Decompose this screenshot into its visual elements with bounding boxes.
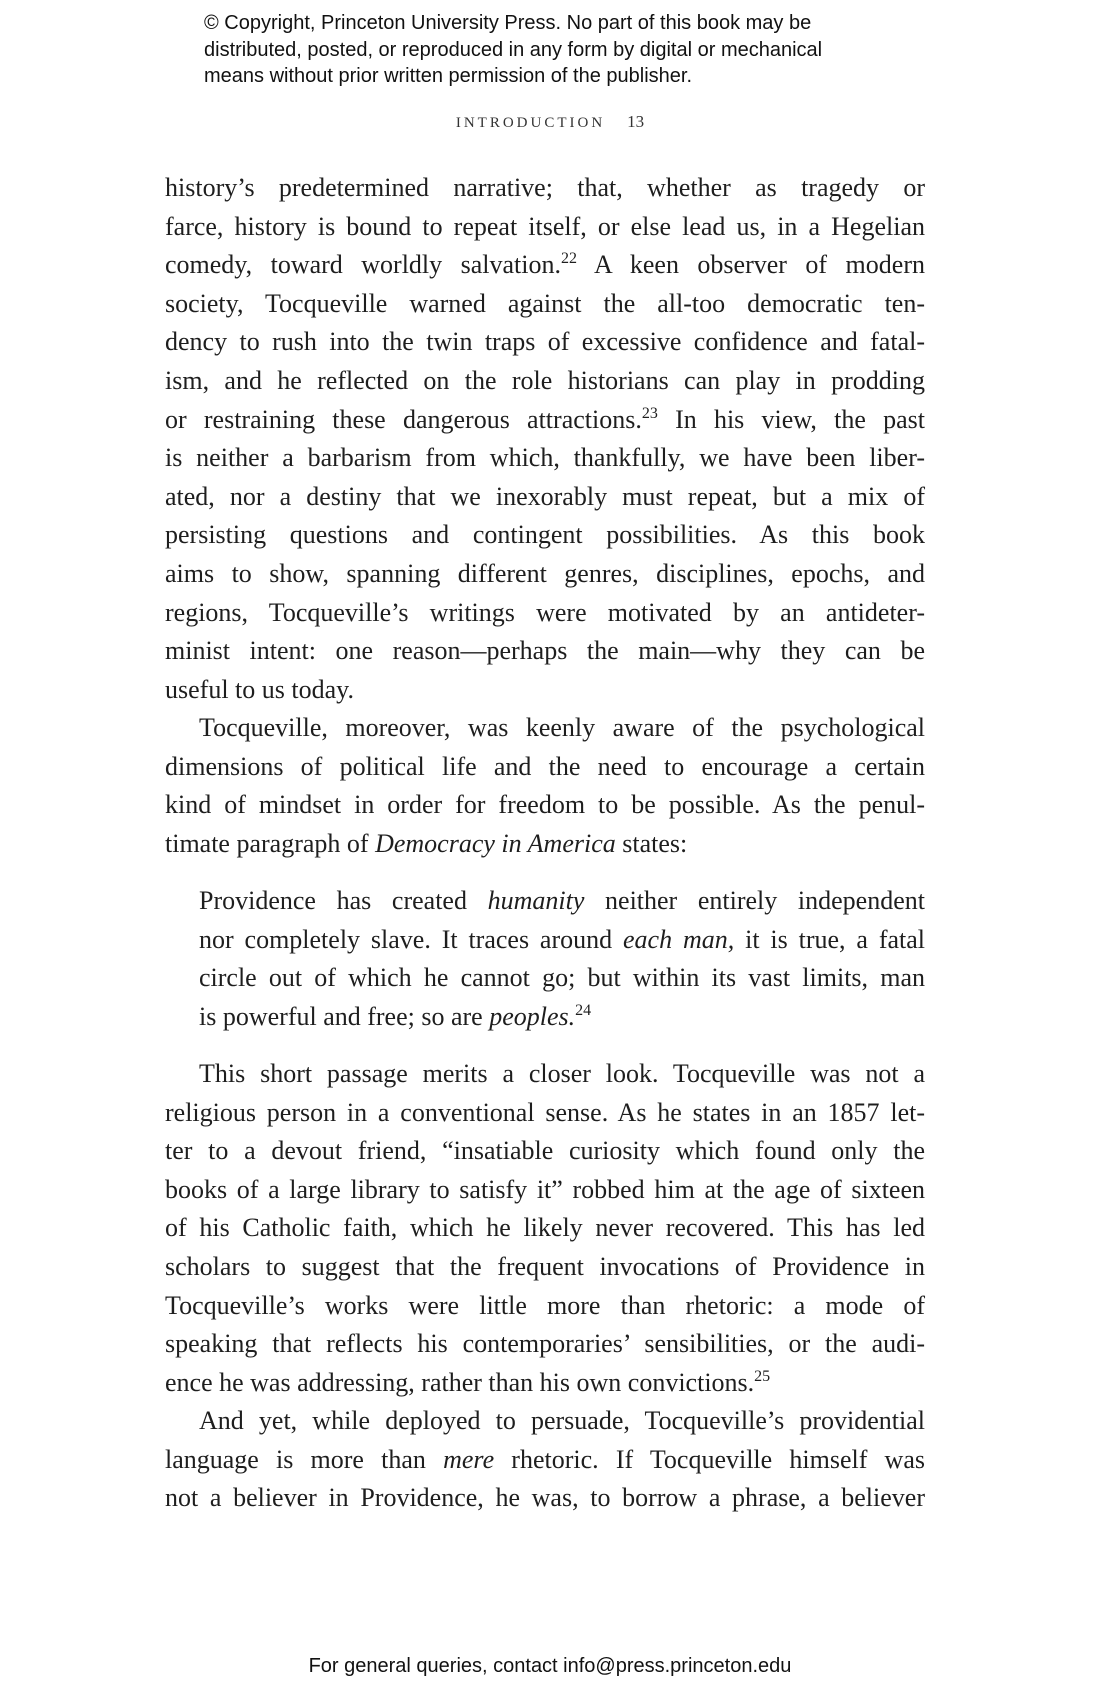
text-run: states: bbox=[615, 828, 688, 858]
text-line bbox=[199, 921, 925, 960]
footer-contact: For general queries, contact info@press.princeton.edu bbox=[308, 1655, 792, 1677]
italic-text: mere bbox=[443, 1444, 495, 1474]
text-line bbox=[165, 1364, 925, 1403]
text-run: is powerful and free; so are bbox=[199, 1001, 490, 1031]
copyright-line: © Copyright, Princeton University Press. No part of this book may be bbox=[204, 12, 812, 34]
text-run: This short passage merits a closer look. Tocqueville was not a bbox=[199, 1059, 925, 1088]
text-run: neither entirely independent bbox=[584, 886, 925, 915]
text-run: regions, Tocqueville’s writings were motivated by an antideter- bbox=[165, 597, 925, 627]
text-line bbox=[165, 401, 925, 440]
text-run: ence he was addressing, rather than his own convictions. bbox=[165, 1367, 755, 1397]
text-line bbox=[165, 1171, 925, 1210]
text-line bbox=[165, 1209, 925, 1248]
text-run: useful to us today. bbox=[165, 674, 354, 704]
text-line bbox=[165, 1287, 925, 1326]
text-run: or restraining these dangerous attractions. bbox=[165, 404, 642, 434]
text-run: ter to a devout friend, “insatiable curiosity which found only the bbox=[165, 1136, 925, 1166]
text-run: of his Catholic faith, which he likely never recovered. This has led bbox=[165, 1213, 925, 1243]
text-run: society, Tocqueville warned against the all-too democratic ten- bbox=[165, 288, 925, 318]
italic-text: peoples. bbox=[489, 1001, 576, 1031]
copyright-line: distributed, posted, or reproduced in any form by digital or mechanical bbox=[204, 38, 823, 61]
footnote-marker: 24 bbox=[575, 1001, 592, 1019]
text-run: In his view, the past bbox=[657, 404, 925, 434]
text-run: farce, history is bound to repeat itself, or else lead us, in a Hegelian bbox=[165, 211, 925, 241]
text-line bbox=[165, 246, 925, 285]
text-line bbox=[165, 709, 925, 748]
text-line bbox=[165, 1132, 925, 1171]
block-quote bbox=[199, 882, 925, 1036]
text-line bbox=[165, 748, 925, 787]
text-run: comedy, toward worldly salvation. bbox=[165, 250, 561, 280]
text-line bbox=[165, 516, 925, 555]
body-paragraph bbox=[165, 709, 925, 863]
text-line bbox=[165, 478, 925, 517]
body-paragraph bbox=[165, 169, 925, 709]
footnote-marker: 25 bbox=[754, 1367, 771, 1385]
copyright-line: means without prior written permission of the publisher. bbox=[204, 65, 693, 87]
text-run: history’s predetermined narrative; that, whether as tragedy or bbox=[165, 173, 925, 202]
text-run: is neither a barbarism from which, thankfully, we have been liber- bbox=[165, 443, 925, 473]
text-line bbox=[165, 1055, 925, 1094]
text-line bbox=[165, 632, 925, 671]
text-run: scholars to suggest that the frequent invocations of Providence in bbox=[165, 1251, 925, 1281]
text-line bbox=[165, 1094, 925, 1133]
text-line bbox=[165, 594, 925, 633]
text-line bbox=[165, 1248, 925, 1287]
text-run: A keen observer of modern bbox=[577, 250, 925, 280]
text-line bbox=[165, 1325, 925, 1364]
italic-text: humanity bbox=[487, 886, 585, 915]
text-run: timate paragraph of bbox=[165, 828, 376, 858]
text-line bbox=[199, 998, 925, 1037]
text-run: circle out of which he cannot go; but within its vast limits, man bbox=[199, 963, 925, 993]
text-line bbox=[165, 323, 925, 362]
page-number: 13 bbox=[627, 112, 645, 131]
body-paragraph bbox=[165, 1402, 925, 1518]
footnote-marker: 23 bbox=[641, 404, 658, 422]
footnote-marker: 22 bbox=[561, 250, 577, 268]
text-run: dimensions of political life and the need to encourage a certain bbox=[165, 751, 925, 781]
running-head-title: INTRODUCTION bbox=[455, 115, 606, 131]
text-run: language is more than bbox=[165, 1444, 444, 1474]
text-run: aims to show, spanning different genres, disciplines, epochs, and bbox=[165, 558, 925, 588]
text-line bbox=[165, 555, 925, 594]
text-line bbox=[165, 208, 925, 247]
text-run: nor completely slave. It traces around bbox=[199, 924, 623, 954]
text-line bbox=[165, 1441, 925, 1480]
text-run: kind of mindset in order for freedom to be possible. As the penul- bbox=[165, 790, 925, 820]
text-run: Tocqueville, moreover, was keenly aware of the psychological bbox=[199, 713, 925, 742]
text-line bbox=[199, 882, 925, 921]
text-line bbox=[165, 825, 925, 864]
text-run: minist intent: one reason—perhaps the main—why they can be bbox=[165, 636, 925, 666]
text-line bbox=[165, 285, 925, 324]
copyright-notice bbox=[204, 10, 924, 90]
text-line bbox=[165, 169, 925, 208]
text-run: speaking that reflects his contemporaries’ sensibilities, or the audi- bbox=[165, 1329, 925, 1359]
text-run: dency to rush into the twin traps of excessive confidence and fatal- bbox=[165, 327, 925, 357]
text-run: Tocqueville’s works were little more than rhetoric: a mode of bbox=[165, 1290, 925, 1320]
italic-text: each man, bbox=[623, 924, 735, 954]
text-run: persisting questions and contingent possibilities. As this book bbox=[165, 520, 925, 550]
running-head bbox=[0, 112, 1100, 132]
text-run: rhetoric. If Tocqueville himself was bbox=[494, 1444, 925, 1474]
text-line bbox=[165, 1479, 925, 1518]
text-line bbox=[165, 671, 925, 710]
text-run: ated, nor a destiny that we inexorably must repeat, but a mix of bbox=[165, 481, 925, 511]
text-run: religious person in a conventional sense. As he states in an 1857 let- bbox=[165, 1097, 925, 1127]
text-run: Providence has created bbox=[199, 886, 488, 915]
italic-text: Democracy in America bbox=[375, 828, 616, 858]
text-run: And yet, while deployed to persuade, Tocqueville’s providential bbox=[199, 1406, 925, 1435]
text-run: books of a large library to satisfy it” robbed him at the age of sixteen bbox=[165, 1174, 925, 1204]
text-line bbox=[165, 786, 925, 825]
text-run: it is true, a fatal bbox=[734, 924, 926, 954]
text-run: ism, and he reflected on the role historians can play in prodding bbox=[165, 365, 925, 395]
text-line bbox=[199, 959, 925, 998]
body-paragraph bbox=[165, 1055, 925, 1402]
text-line bbox=[165, 362, 925, 401]
text-line bbox=[165, 1402, 925, 1441]
text-line bbox=[165, 439, 925, 478]
text-run: not a believer in Providence, he was, to borrow a phrase, a believer bbox=[165, 1483, 925, 1513]
